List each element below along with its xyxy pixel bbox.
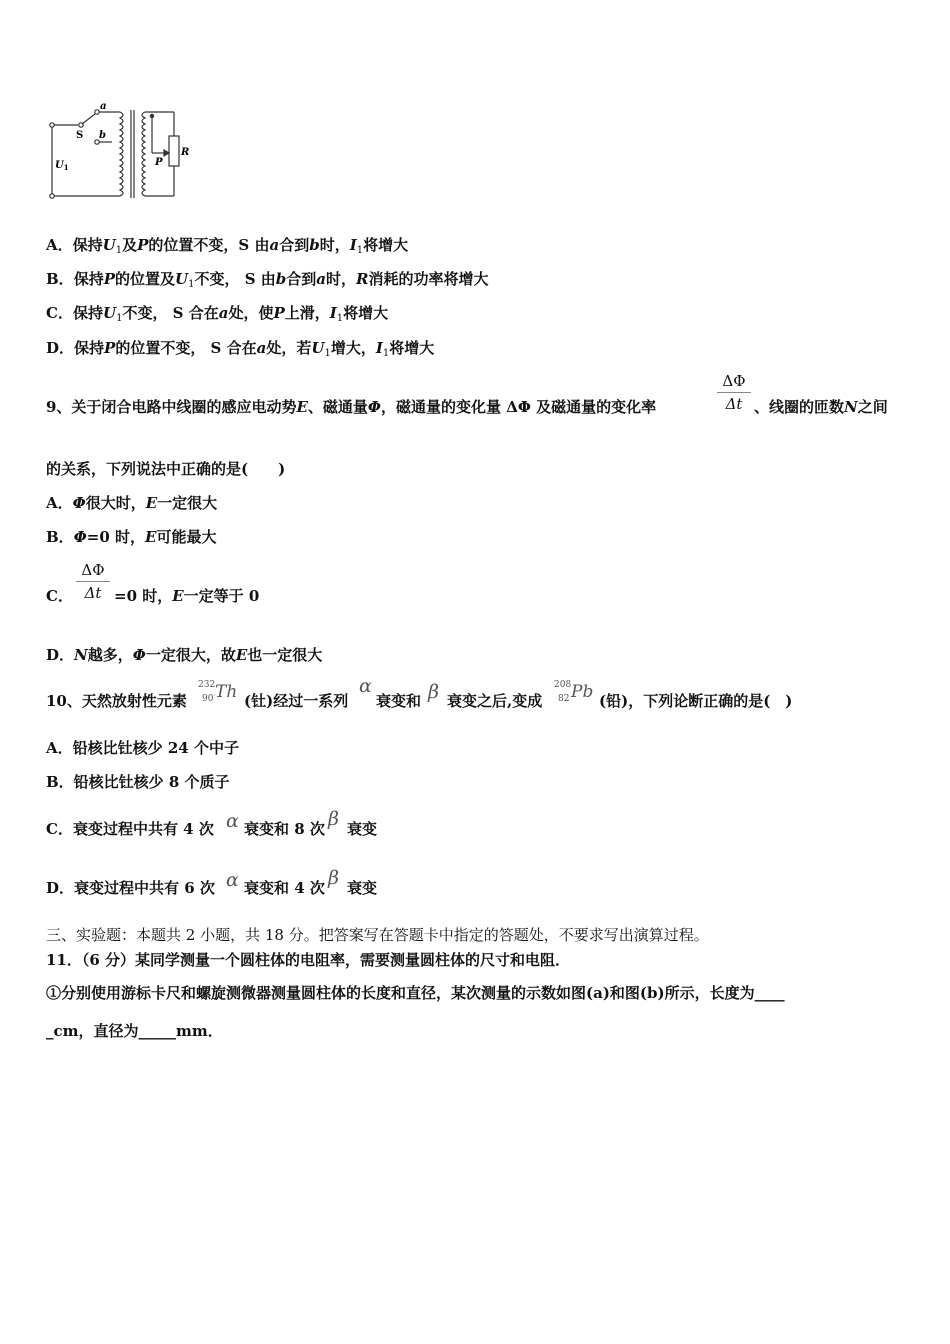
q9-option-c-letter: C． [46, 587, 73, 605]
label-r: R [181, 147, 190, 158]
q8-option-c: C．保持$U_1$不变， S 合在a处，使P上滑，$I_1$将增大 [46, 304, 389, 324]
q10-stem-part1: 10、天然放射性元素 [46, 692, 187, 710]
q10-stem-part3: 衰变和 [376, 692, 422, 710]
q9-fraction-dphi-dt: ΔΦ Δt [716, 372, 752, 413]
thorium-nuclide: 232 90 Th [198, 680, 238, 704]
q10-stem-part2: (钍)经过一系列 [244, 692, 349, 710]
label-b: b [99, 130, 106, 141]
lead-nuclide: 208 82 Pb [554, 680, 594, 704]
q10-option-a: A．铅核比钍核少 24 个中子 [46, 739, 239, 757]
q10-option-d-post: 衰变 [347, 879, 378, 897]
q10-option-c-pre: C．衰变过程中共有 4 次 [46, 820, 214, 838]
q9-stem-line1-end: 、线圈的匝数N之间 [754, 398, 888, 416]
q8-option-a: A．保持$U_1$及P的位置不变，S 由a合到b时，$I_1$将增大 [46, 236, 409, 256]
section-3-heading: 三、实验题：本题共 2 小题，共 18 分。把答案写在答题卡中指定的答题处，不要求写出演算过程。 [46, 926, 709, 944]
label-u1: $U_1$ [55, 160, 69, 172]
alpha-symbol: α [226, 869, 239, 891]
q10-option-d-pre: D．衰变过程中共有 6 次 [46, 879, 215, 897]
q9-option-d: D．N越多，Φ一定很大，故E也一定很大 [46, 646, 323, 664]
beta-symbol: β [328, 867, 339, 889]
q8-option-b: B．保持P的位置及$U_1$不变， S 由b合到a时，R消耗的功率将增大 [46, 270, 489, 290]
label-a: a [100, 101, 107, 112]
q9-stem-line2: 的关系，下列说法中正确的是( ) [46, 460, 286, 478]
beta-symbol: β [428, 681, 439, 703]
q9-option-a: A．Φ很大时，E一定很大 [46, 494, 218, 512]
transformer-circuit-diagram [40, 98, 200, 208]
beta-symbol: β [328, 808, 339, 830]
q10-option-b: B．铅核比钍核少 8 个质子 [46, 773, 230, 791]
q11-part1-line2: _cm，直径为_____mm． [46, 1022, 223, 1040]
label-s: S [76, 130, 84, 141]
q10-option-c-post: 衰变 [347, 820, 378, 838]
q9-option-c-fraction: ΔΦ Δt [75, 561, 111, 602]
q9-option-b: B．Φ=0 时，E可能最大 [46, 528, 217, 546]
q9-option-c-text: =0 时，E一定等于 0 [114, 587, 260, 605]
q10-stem-part5: (铅)，下列论断正确的是( ) [599, 692, 793, 710]
q11-stem: 11．（6 分）某同学测量一个圆柱体的电阻率，需要测量圆柱体的尺寸和电阻． [46, 951, 571, 969]
q11-part1-line1: ①分别使用游标卡尺和螺旋测微器测量圆柱体的长度和直径，某次测量的示数如图(a)和图(b)所示，长度为____ [46, 984, 785, 1002]
alpha-symbol: α [226, 810, 239, 832]
alpha-symbol: α [359, 675, 372, 697]
q10-stem-part4: 衰变之后,变成 [447, 692, 543, 710]
q9-stem-line1: 9、关于闭合电路中线圈的感应电动势E、磁通量Φ，磁通量的变化量 ΔΦ 及磁通量的变化率 [46, 398, 657, 416]
label-p: P [155, 157, 163, 168]
q8-option-d: D．保持P的位置不变， S 合在a处，若$U_1$增大，$I_1$将增大 [46, 339, 435, 359]
q10-option-c-mid: 衰变和 8 次 [244, 820, 325, 838]
q10-option-d-mid: 衰变和 4 次 [244, 879, 325, 897]
